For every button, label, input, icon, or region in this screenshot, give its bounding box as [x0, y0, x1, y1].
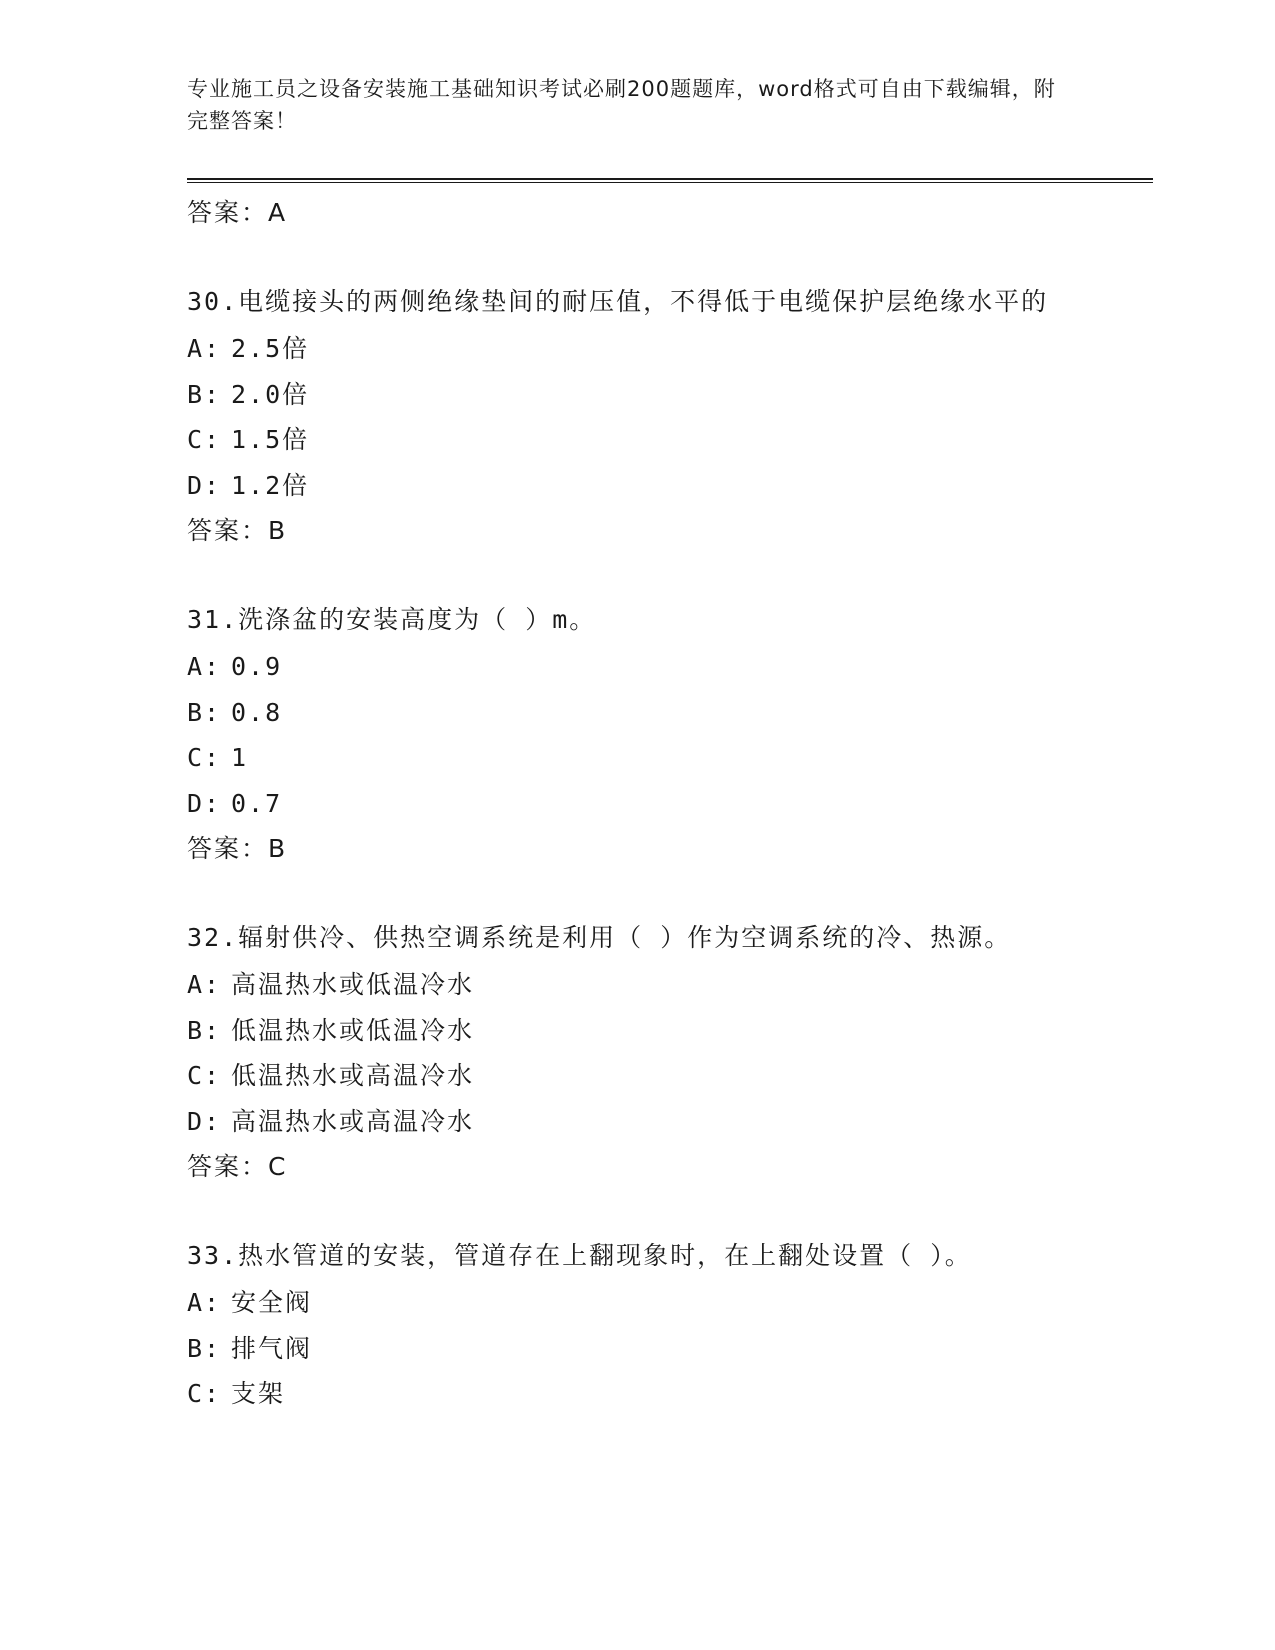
option-letter: D: — [187, 1106, 222, 1136]
option-d — [187, 781, 1087, 827]
option-text: 低温热水或高温冷水 — [231, 1061, 475, 1090]
option-letter: B: — [187, 1333, 222, 1363]
option-a — [187, 326, 1087, 372]
option-b — [187, 372, 1087, 418]
question-33 — [187, 1234, 1087, 1417]
option-letter: B: — [187, 1015, 222, 1045]
option-text: 排气阀 — [231, 1333, 313, 1363]
option-letter: C: — [187, 425, 222, 454]
option-d — [187, 463, 1087, 509]
option-b — [187, 690, 1087, 736]
option-text: 2.0倍 — [231, 379, 310, 409]
option-c — [187, 735, 1087, 781]
answer-29: 答案：A — [187, 198, 288, 227]
question-31 — [187, 598, 1087, 872]
option-text: 2.5倍 — [231, 334, 310, 363]
answer-32: 答案：C — [187, 1152, 288, 1181]
option-b — [187, 1008, 1087, 1054]
option-letter: A: — [187, 652, 222, 681]
option-text: 安全阀 — [231, 1288, 313, 1317]
option-text: 0.9 — [231, 652, 283, 681]
document-header: 专业施工员之设备安装施工基础知识考试必刷200题题库，word格式可自由下载编辑，附完整答案！ — [187, 77, 1056, 133]
option-text: 1 — [231, 743, 249, 772]
option-letter: B: — [187, 697, 222, 727]
option-letter: A: — [187, 1288, 222, 1317]
option-c — [187, 1053, 1087, 1099]
option-a — [187, 644, 1087, 690]
option-text: 0.7 — [231, 788, 283, 818]
option-c — [187, 417, 1087, 463]
header-divider — [187, 178, 1153, 183]
option-letter: A: — [187, 334, 222, 363]
question-32 — [187, 916, 1087, 1190]
question-stem: 32.辐射供冷、供热空调系统是利用（ ）作为空调系统的冷、热源。 — [187, 923, 1012, 952]
option-letter: C: — [187, 743, 222, 772]
option-text: 1.2倍 — [231, 470, 310, 500]
option-a — [187, 962, 1087, 1008]
answer-30: 答案：B — [187, 516, 288, 545]
option-letter: D: — [187, 788, 222, 818]
option-text: 1.5倍 — [231, 425, 310, 454]
question-stem: 33.热水管道的安装，管道存在上翻现象时，在上翻处设置（ ）。 — [187, 1241, 972, 1270]
option-b — [187, 1326, 1087, 1372]
option-letter: A: — [187, 970, 222, 999]
answer-31: 答案：B — [187, 834, 288, 863]
question-30 — [187, 280, 1087, 554]
question-stem: 31.洗涤盆的安装高度为（ ）m。 — [187, 605, 597, 634]
option-text: 支架 — [231, 1379, 286, 1408]
option-a — [187, 1280, 1087, 1326]
option-c — [187, 1371, 1087, 1417]
option-letter: C: — [187, 1379, 222, 1408]
option-text: 高温热水或高温冷水 — [231, 1106, 475, 1136]
option-letter: C: — [187, 1061, 222, 1090]
option-text: 低温热水或低温冷水 — [231, 1015, 475, 1045]
option-d — [187, 1099, 1087, 1145]
question-stem: 30.电缆接头的两侧绝缘垫间的耐压值，不得低于电缆保护层绝缘水平的 — [187, 287, 1049, 316]
option-text: 0.8 — [231, 697, 283, 727]
option-text: 高温热水或低温冷水 — [231, 970, 475, 999]
document-body — [187, 190, 1087, 1417]
option-letter: B: — [187, 379, 222, 409]
option-letter: D: — [187, 470, 222, 500]
